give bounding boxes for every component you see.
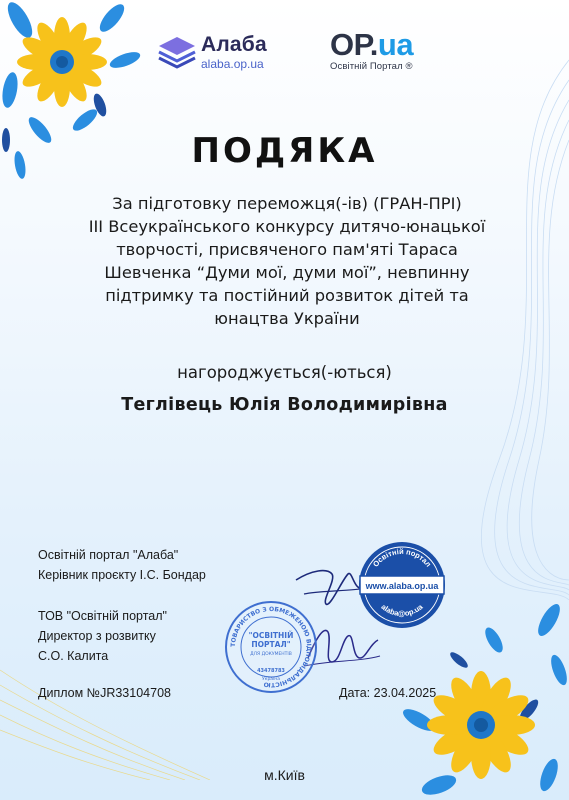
round-stamp <box>224 600 318 694</box>
alaba-logo <box>157 34 267 70</box>
diploma-number: Диплом №JR33104708 <box>38 686 171 700</box>
certificate-title: ПОДЯКА <box>191 131 378 171</box>
signatory-portal <box>38 606 167 666</box>
reason-line: За підготовку переможця(-ів) (ГРАН-ПРІ) <box>112 194 462 213</box>
round-stamp-text: ПОРТАЛ" <box>251 640 291 649</box>
signatory-org: Освітній портал "Алаба" <box>38 548 179 562</box>
round-stamp-ring-text: ТОВАРИСТВО З ОБМЕЖЕНОЮ ВІДПОВІДАЛЬНІСТЮ <box>229 605 313 689</box>
op-logo-subtitle: Освітній Портал ® <box>330 61 413 72</box>
recipient-name: Теглівець Юлія Володимирівна <box>121 395 448 415</box>
op-ua-logo <box>330 29 413 72</box>
round-stamp-text: ДЛЯ ДОКУМЕНТІВ <box>250 652 292 657</box>
signatory-role: Директор з розвитку <box>38 629 156 643</box>
decorative-wave-lines-bottom <box>0 650 210 780</box>
awarded-text: нагороджується(-ються) <box>177 363 392 382</box>
op-logo-main: OP <box>330 27 370 62</box>
alaba-stamp-top-text: Освітній портал <box>370 546 434 569</box>
reason-line: творчості, присвяченого пам'яті Тараса <box>116 240 458 259</box>
city: м.Київ <box>264 767 305 783</box>
alaba-stamp-bottom-text: alaba@op.ua <box>379 602 425 619</box>
signatory-org: ТОВ "Освітній портал" <box>38 609 167 623</box>
op-logo-dot: . <box>369 27 378 62</box>
round-stamp-code: 43478783 <box>257 668 285 674</box>
signatory-alaba <box>38 545 206 585</box>
signatory-role: Керівник проєкту І.С. Бондар <box>38 568 206 582</box>
certificate-reason <box>52 192 522 330</box>
reason-line: ІІІ Всеукраїнського конкурсу дитячо-юнацької <box>88 217 486 236</box>
alaba-logo-name: Алаба <box>201 33 267 56</box>
round-stamp-text: "ОСВІТНІЙ <box>248 631 294 640</box>
reason-line: Шевченка “Думи мої, думи мої”, невпинну <box>104 263 470 282</box>
alaba-stamp-url: www.alaba.op.ua <box>365 581 439 591</box>
reason-line: підтримку та постійний розвиток дітей та <box>105 286 469 305</box>
alaba-layers-icon <box>157 35 197 69</box>
signatory-person: С.О. Калита <box>38 649 109 663</box>
round-stamp-country: Україна <box>261 677 281 682</box>
issue-date: Дата: 23.04.2025 <box>339 686 437 700</box>
alaba-stamp <box>357 540 447 630</box>
alaba-logo-url: alaba.op.ua <box>201 57 264 71</box>
reason-line: юнацтва України <box>214 309 360 328</box>
op-logo-ua: ua <box>377 27 414 62</box>
